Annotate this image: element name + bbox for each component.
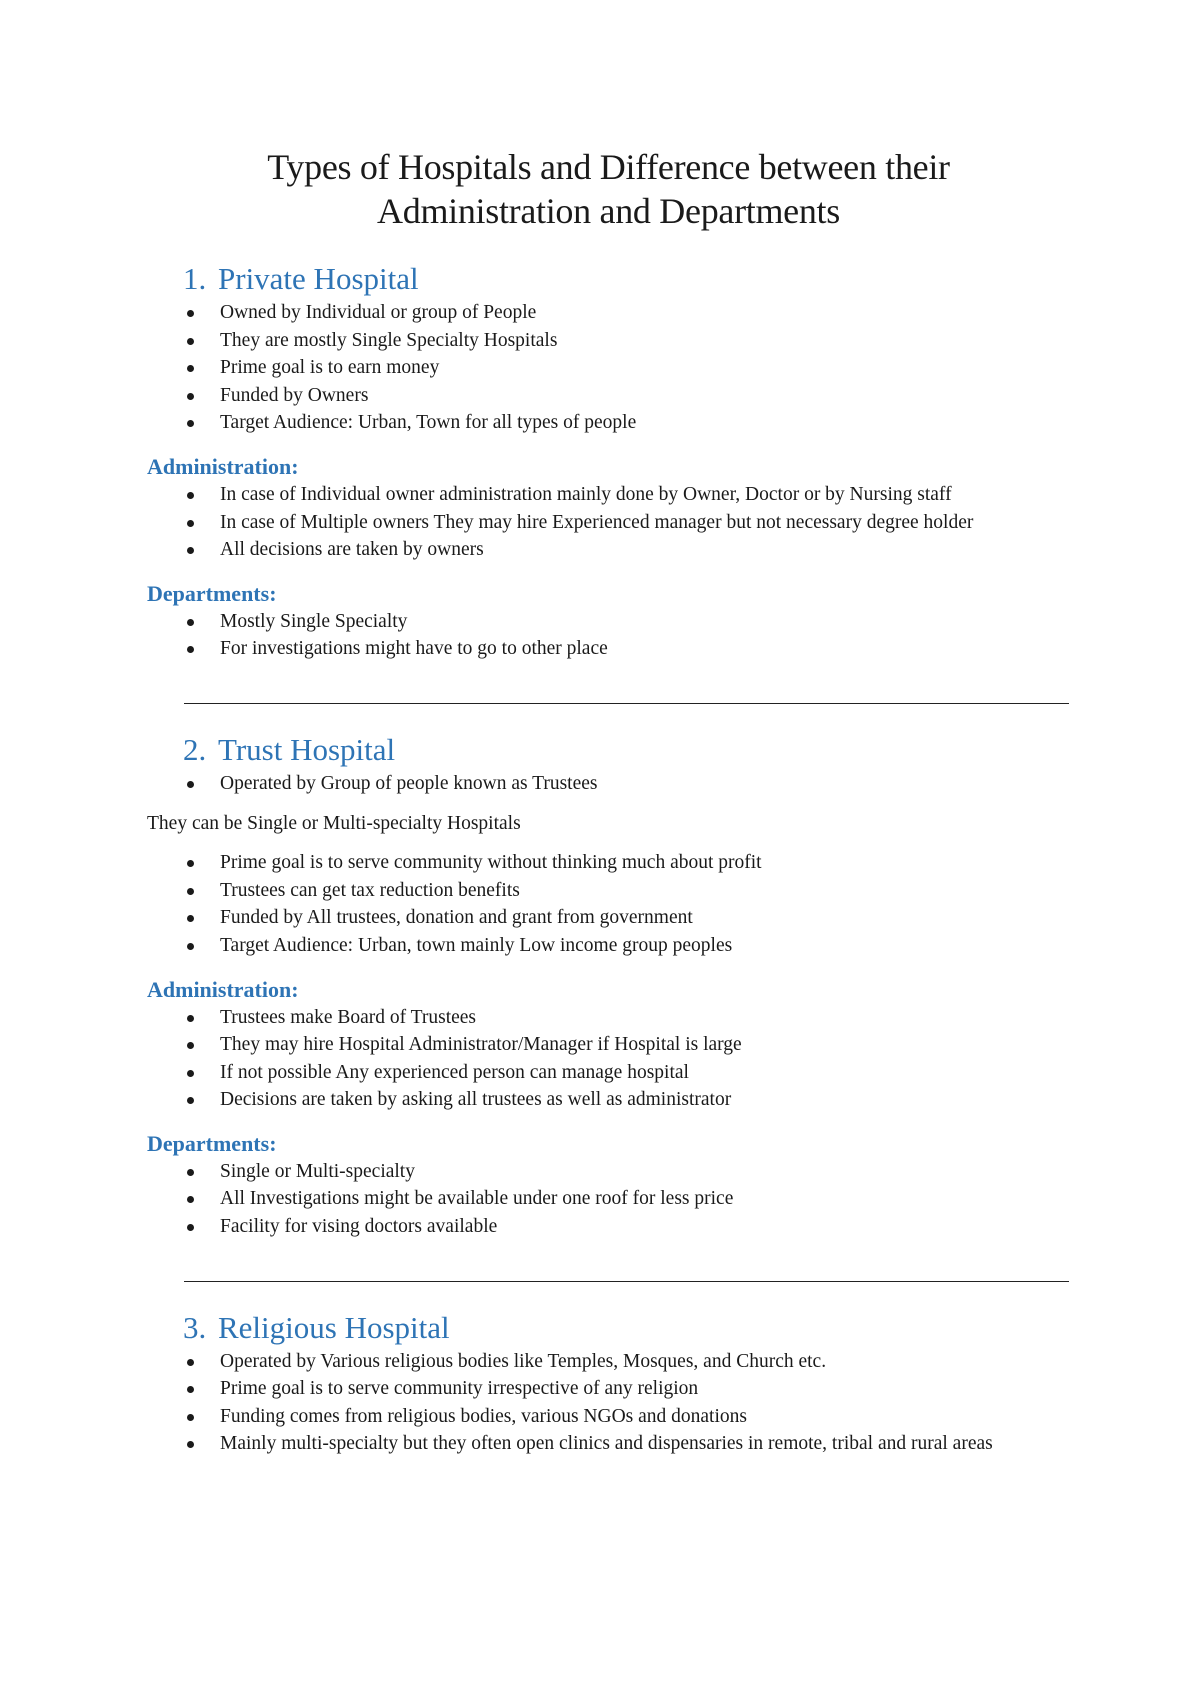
section-heading [147, 732, 1070, 768]
list-item: For investigations might have to go to other place [147, 635, 1070, 663]
list-item: All Investigations might be available under one roof for less price [147, 1185, 1070, 1213]
list-item: Trustees can get tax reduction benefits [147, 877, 1070, 905]
list-item: Prime goal is to serve community irrespective of any religion [147, 1375, 1070, 1403]
administration-heading: Administration: [147, 453, 299, 479]
section-title: Trust Hospital [218, 731, 396, 767]
trust-points-list-a [147, 770, 1070, 798]
section-trust-hospital [147, 732, 1070, 1241]
list-item: Funded by All trustees, donation and grant from government [147, 904, 1070, 932]
trust-points-list-b [147, 849, 1070, 959]
administration-heading: Administration: [147, 976, 299, 1002]
private-points-list [147, 299, 1070, 437]
section-religious-hospital [147, 1310, 1070, 1458]
departments-heading: Departments: [147, 580, 277, 606]
private-departments-list [147, 608, 1070, 663]
list-item: Funding comes from religious bodies, various NGOs and donations [147, 1403, 1070, 1431]
list-item: Target Audience: Urban, Town for all types of people [147, 409, 1070, 437]
list-item: Decisions are taken by asking all trustees as well as administrator [147, 1086, 1070, 1114]
trust-departments-list [147, 1158, 1070, 1241]
list-item: Mostly Single Specialty [147, 608, 1070, 636]
section-heading [147, 1310, 1070, 1346]
section-private-hospital [147, 261, 1070, 663]
list-item: Target Audience: Urban, town mainly Low income group peoples [147, 932, 1070, 960]
list-item: They may hire Hospital Administrator/Manager if Hospital is large [147, 1031, 1070, 1059]
private-administration-list [147, 481, 1070, 564]
section-title: Religious Hospital [218, 1309, 450, 1345]
list-item: Prime goal is to serve community without thinking much about profit [147, 849, 1070, 877]
document-title [147, 145, 1070, 233]
title-line-2: Administration and Departments [377, 191, 840, 231]
list-item: In case of Multiple owners They may hire Experienced manager but not necessary degree holder [147, 509, 1070, 537]
section-number: 1. [183, 261, 207, 296]
list-item: Trustees make Board of Trustees [147, 1004, 1070, 1032]
section-number: 3. [183, 1309, 207, 1345]
section-divider [184, 1281, 1069, 1282]
list-item: If not possible Any experienced person can manage hospital [147, 1059, 1070, 1087]
list-item: They are mostly Single Specialty Hospitals [147, 327, 1070, 355]
list-item: All decisions are taken by owners [147, 536, 1070, 564]
section-heading [147, 261, 1070, 297]
section-number: 2. [183, 731, 207, 767]
list-item: Prime goal is to earn money [147, 354, 1070, 382]
religious-points-list [147, 1348, 1070, 1458]
trust-paragraph: They can be Single or Multi-specialty Hospitals [147, 812, 521, 834]
departments-heading: Departments: [147, 1130, 277, 1156]
trust-administration-list [147, 1004, 1070, 1114]
section-divider [184, 703, 1069, 704]
list-item: Single or Multi-specialty [147, 1158, 1070, 1186]
list-item: Facility for vising doctors available [147, 1213, 1070, 1241]
list-item: In case of Individual owner administration mainly done by Owner, Doctor or by Nursing staff [147, 481, 1070, 509]
list-item: Operated by Group of people known as Trustees [147, 770, 1070, 798]
title-line-1: Types of Hospitals and Difference between their [267, 147, 950, 187]
list-item: Mainly multi-specialty but they often open clinics and dispensaries in remote, tribal and rural areas [147, 1430, 1070, 1458]
list-item: Funded by Owners [147, 382, 1070, 410]
list-item: Operated by Various religious bodies like Temples, Mosques, and Church etc. [147, 1348, 1070, 1376]
list-item: Owned by Individual or group of People [147, 299, 1070, 327]
section-title: Private Hospital [218, 261, 419, 296]
